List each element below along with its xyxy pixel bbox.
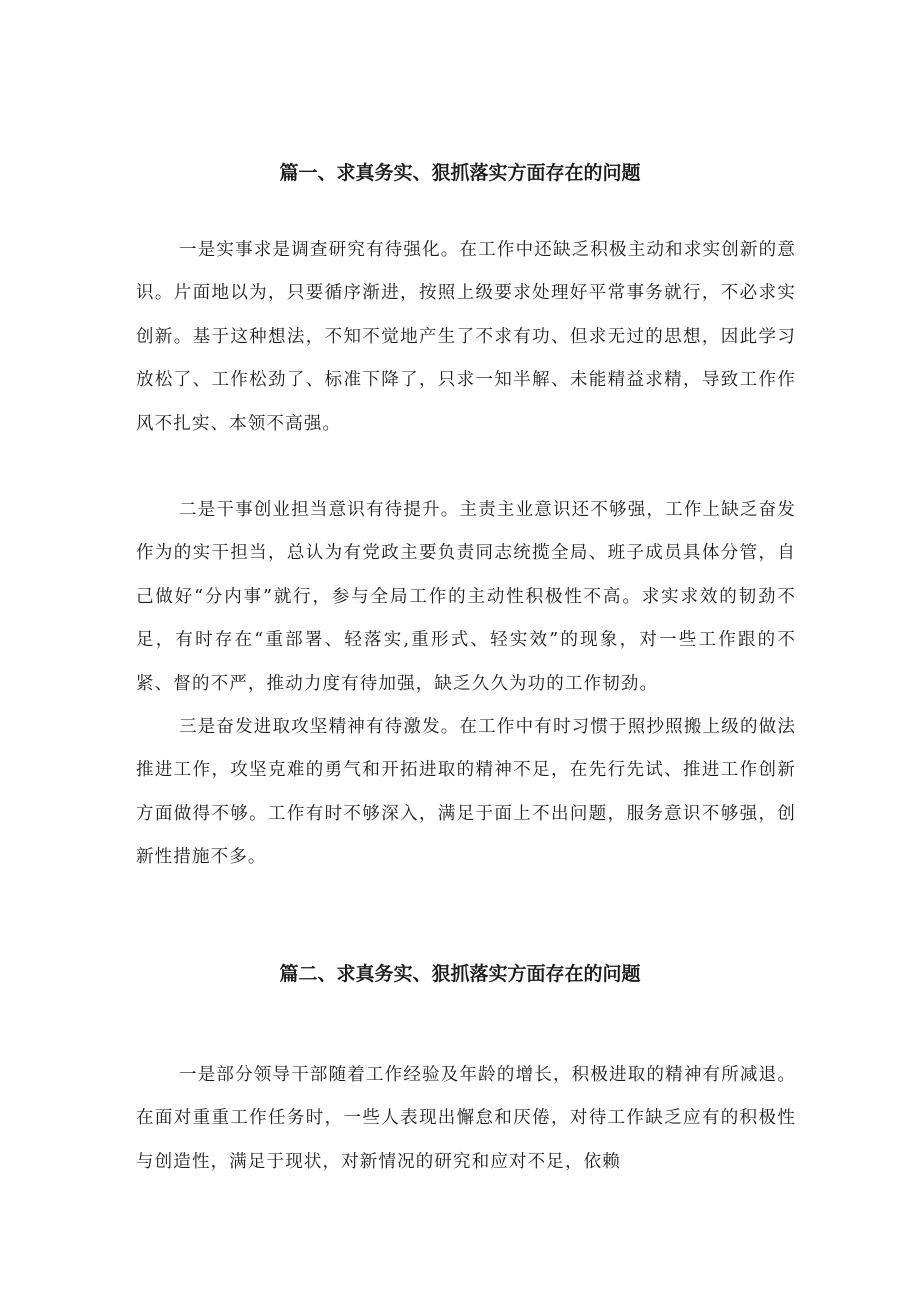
section-2-paragraph-1: 一是部分领导干部随着工作经验及年龄的增长，积极进取的精神有所减退。在面对重重工作任务时，一些人表现出懈怠和厌倦，对待工作缺乏应有的积极性与创造性，满足于现状，对新情况的研究和应对不足，依赖: [136, 1065, 796, 1172]
section-1-title: 篇一、求真务实、狠抓落实方面存在的问题: [279, 162, 641, 184]
section-1-paragraph-2: 二是干事创业担当意识有待提升。主责主业意识还不够强，工作上缺乏奋发作为的实干担当，总认为有党政主要负责同志统揽全局、班子成员具体分管，自己做好“分内事”就行，参与全局工作的主动性积极性不高。求实求效的韧劲不足，有时存在“重部署、轻落实,重形式、轻实效”的现象，对一些工作跟的不紧、督的不严，推动力度有待加强，缺乏久久为功的工作韧劲。: [136, 500, 796, 694]
section-1-paragraph-3: 三是奋发进取攻坚精神有待激发。在工作中有时习惯于照抄照搬上级的做法推进工作，攻坚克难的勇气和开拓进取的精神不足，在先行先试、推进工作创新方面做得不够。工作有时不够深入，满足于面上不出问题，服务意识不够强，创新性措施不多。: [136, 717, 796, 868]
section-1-paragraph-1: 一是实事求是调查研究有待强化。在工作中还缺乏积极主动和求实创新的意识。片面地以为，只要循序渐进，按照上级要求处理好平常事务就行，不必求实创新。基于这种想法，不知不觉地产生了不求有功、但求无过的思想，因此学习放松了、工作松劲了、标准下降了，只求一知半解、未能精益求精，导致工作作风不扎实、本领不高强。: [136, 240, 796, 434]
section-2-title: 篇二、求真务实、狠抓落实方面存在的问题: [279, 963, 641, 985]
